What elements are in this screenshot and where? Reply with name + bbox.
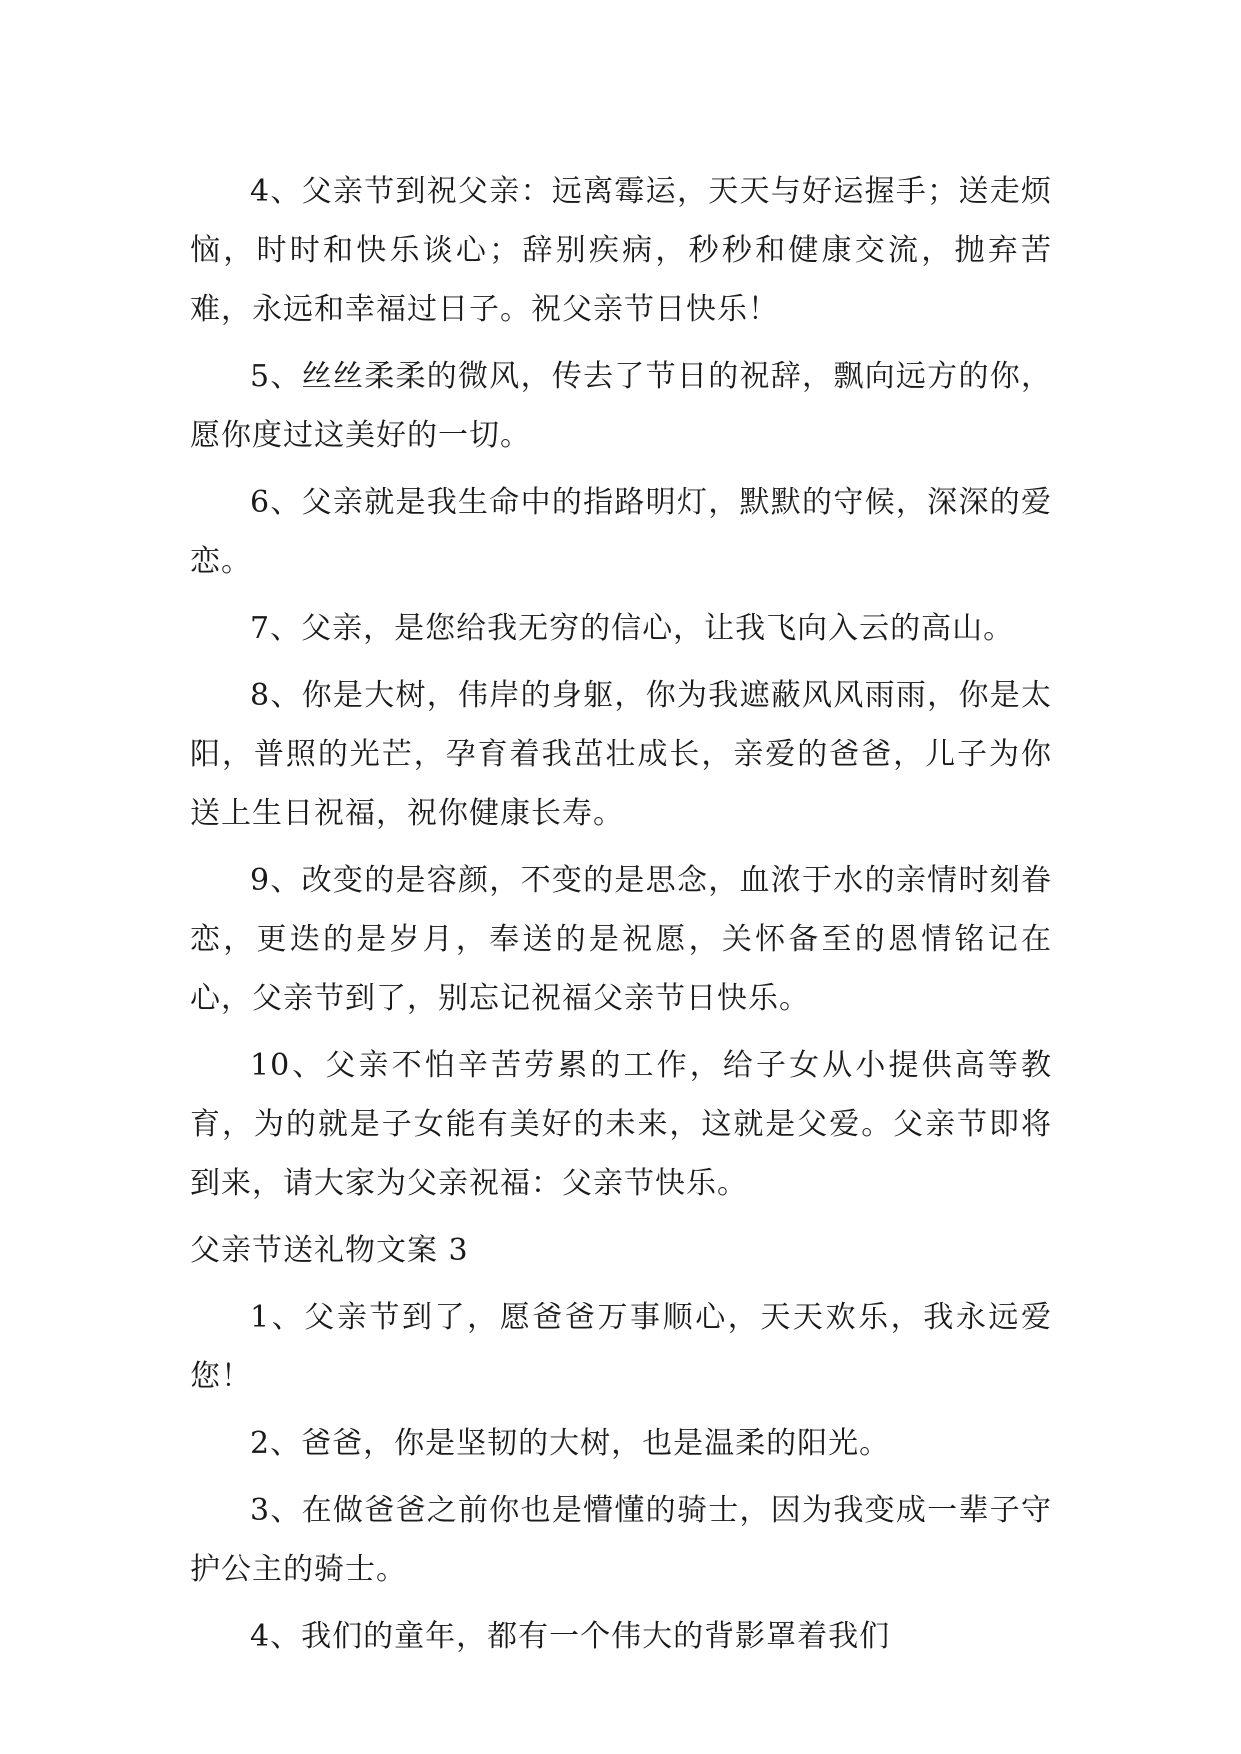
paragraph-wish-8: 8、你是大树，伟岸的身躯，你为我遮蔽风风雨雨，你是太阳，普照的光芒，孕育着我茁壮成长，亲爱的爸爸，儿子为你送上生日祝福，祝你健康长寿。 [190,678,1052,831]
paragraph-section3-wish-2: 2、爸爸，你是坚韧的大树，也是温柔的阳光。 [250,1426,891,1461]
paragraph-section3-wish-4: 4、我们的童年，都有一个伟大的背影罩着我们 [250,1619,891,1654]
paragraph-wish-4: 4、父亲节到祝父亲：远离霉运，天天与好运握手；送走烦恼，时时和快乐谈心；辞别疾病，秒秒和健康交流，抛弃苦难，永远和幸福过日子。祝父亲节日快乐！ [190,174,1052,327]
paragraph-wish-5: 5、丝丝柔柔的微风，传去了节日的祝辞，飘向远方的你，愿你度过这美好的一切。 [190,359,1052,453]
paragraph-wish-7: 7、父亲，是您给我无穷的信心，让我飞向入云的高山。 [250,611,1015,646]
paragraph-section3-wish-3: 3、在做爸爸之前你也是懵懂的骑士，因为我变成一辈子守护公主的骑士。 [190,1493,1052,1587]
paragraph-wish-9: 9、改变的是容颜，不变的是思念，血浓于水的亲情时刻眷恋，更迭的是岁月，奉送的是祝愿，关怀备至的恩情铭记在心，父亲节到了，别忘记祝福父亲节日快乐。 [190,863,1052,1016]
section-heading: 父亲节送礼物文案 3 [190,1233,469,1268]
paragraph-wish-10: 10、父亲不怕辛苦劳累的工作，给子女从小提供高等教育，为的就是子女能有美好的未来，这就是父爱。父亲节即将到来，请大家为父亲祝福：父亲节快乐。 [190,1048,1052,1201]
document-body [190,162,1052,1674]
paragraph-section3-wish-1: 1、父亲节到了，愿爸爸万事顺心，天天欢乐，我永远爱您！ [190,1300,1052,1394]
paragraph-wish-6: 6、父亲就是我生命中的指路明灯，默默的守候，深深的爱恋。 [190,485,1052,579]
